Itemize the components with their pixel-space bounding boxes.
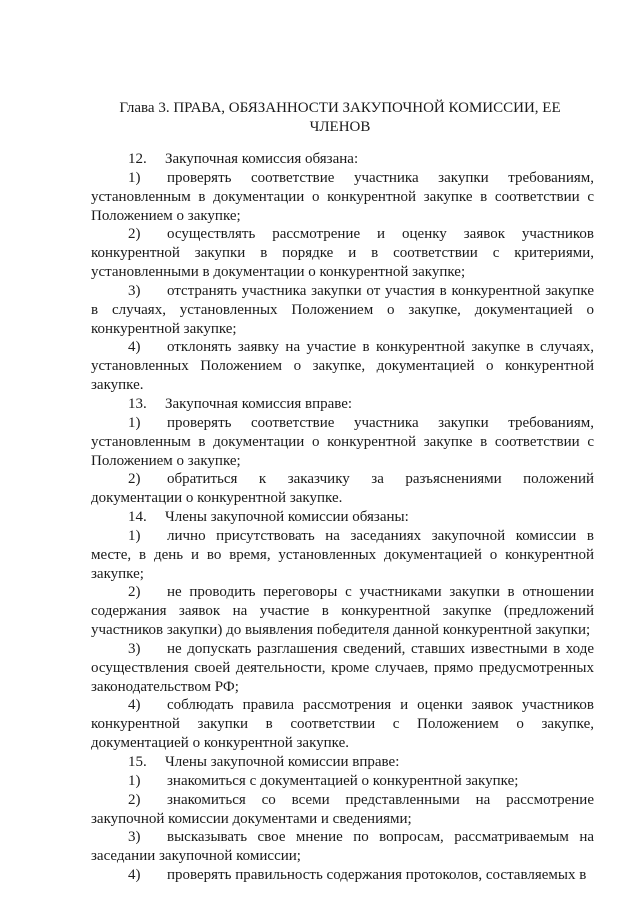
chapter-title-line-1: Глава 3. ПРАВА, ОБЯЗАННОСТИ ЗАКУПОЧНОЙ КОМИССИИ, ЕЕ xyxy=(119,100,561,116)
clause-12-item-1 xyxy=(91,169,594,226)
clause-15-item-3 xyxy=(91,828,594,866)
chapter-title-line-2: ЧЛЕНОВ xyxy=(309,119,371,135)
item-number: 1) xyxy=(128,414,141,431)
item-text: отстранять участника закупки от участия в конкурентной закупке в случаях, установленных Положением о закупке, документацией о конкурентной закупке; xyxy=(91,282,594,337)
item-number: 1) xyxy=(128,169,141,186)
clause-14 xyxy=(91,508,594,527)
clause-14-item-3 xyxy=(91,640,594,697)
clause-13 xyxy=(91,395,594,414)
clause-text: Закупочная комиссия обязана: xyxy=(165,151,359,167)
item-number: 3) xyxy=(128,640,141,657)
item-number: 1) xyxy=(128,527,141,544)
clause-number: 14. xyxy=(128,509,147,526)
item-number: 2) xyxy=(128,226,141,243)
item-number: 2) xyxy=(128,791,141,808)
item-text: не проводить переговоры с участниками закупки в отношении содержания заявок на участие в конкурентной закупке (предложений участников закупки) до выявления победителя данной конкурентной закупки; xyxy=(91,584,594,639)
clause-14-item-4 xyxy=(91,696,594,753)
chapter-title xyxy=(90,99,590,137)
clause-14-item-1 xyxy=(91,527,594,584)
item-text: лично присутствовать на заседаниях закупочной комиссии в месте, в день и во время, установленных документацией о конкурентной закупке; xyxy=(91,527,594,582)
document-body xyxy=(91,150,594,885)
clause-text: Закупочная комиссия вправе: xyxy=(165,395,353,412)
item-number: 2) xyxy=(128,584,141,601)
item-number: 4) xyxy=(128,697,141,714)
item-text: высказывать свое мнение по вопросам, рассматриваемым на заседании закупочной комиссии; xyxy=(91,829,594,865)
clause-12-item-2 xyxy=(91,225,594,282)
item-text: соблюдать правила рассмотрения и оценки заявок участников конкурентной закупки в соответствии с Положением о закупке, документацией о конкурентной закупке. xyxy=(91,697,594,752)
clause-14-item-2 xyxy=(91,583,594,640)
item-text: отклонять заявку на участие в конкурентной закупке в случаях, установленных Положением о закупке, документацией о конкурентной закупке. xyxy=(91,339,594,394)
item-text: проверять соответствие участника закупки требованиям, установленным в документации о конкурентной закупке в соответствии с Положением о закупке; xyxy=(91,169,594,224)
item-text: осуществлять рассмотрение и оценку заявок участников конкурентной закупки в порядке и в соответствии с критериями, установленными в документации о конкурентной закупке; xyxy=(91,226,594,281)
clause-12-item-3 xyxy=(91,282,594,339)
clause-13-item-2 xyxy=(91,470,594,508)
item-number: 4) xyxy=(128,867,141,884)
clause-number: 12. xyxy=(128,151,147,167)
clause-number: 15. xyxy=(128,754,147,770)
item-number: 3) xyxy=(128,282,141,299)
item-text: проверять соответствие участника закупки требованиям, установленным в документации о конкурентной закупке в соответствии с Положением о закупке; xyxy=(91,414,594,469)
clause-15-item-1 xyxy=(91,772,594,791)
item-text: обратиться к заказчику за разъяснениями положений документации о конкурентной закупке. xyxy=(91,471,594,507)
clause-12 xyxy=(91,150,594,169)
item-number: 4) xyxy=(128,339,141,356)
item-text: знакомиться с документацией о конкурентной закупке; xyxy=(167,772,519,789)
clause-13-item-1 xyxy=(91,414,594,471)
item-text: не допускать разглашения сведений, ставших известными в ходе осуществления своей деятельности, кроме случаев, прямо предусмотренных законодательством РФ; xyxy=(91,640,594,695)
clause-15-item-4 xyxy=(91,866,594,885)
clause-text: Члены закупочной комиссии обязаны: xyxy=(165,509,409,526)
item-number: 2) xyxy=(128,471,141,488)
clause-number: 13. xyxy=(128,395,147,412)
clause-12-item-4 xyxy=(91,338,594,395)
item-number: 3) xyxy=(128,829,141,846)
clause-text: Члены закупочной комиссии вправе: xyxy=(165,754,400,770)
item-text: проверять правильность содержания протоколов, составляемых в xyxy=(167,867,587,884)
clause-15-item-2 xyxy=(91,791,594,829)
item-text: знакомиться со всеми представленными на рассмотрение закупочной комиссии документами и сведениями; xyxy=(91,791,594,827)
item-number: 1) xyxy=(128,772,141,789)
clause-15 xyxy=(91,753,594,772)
